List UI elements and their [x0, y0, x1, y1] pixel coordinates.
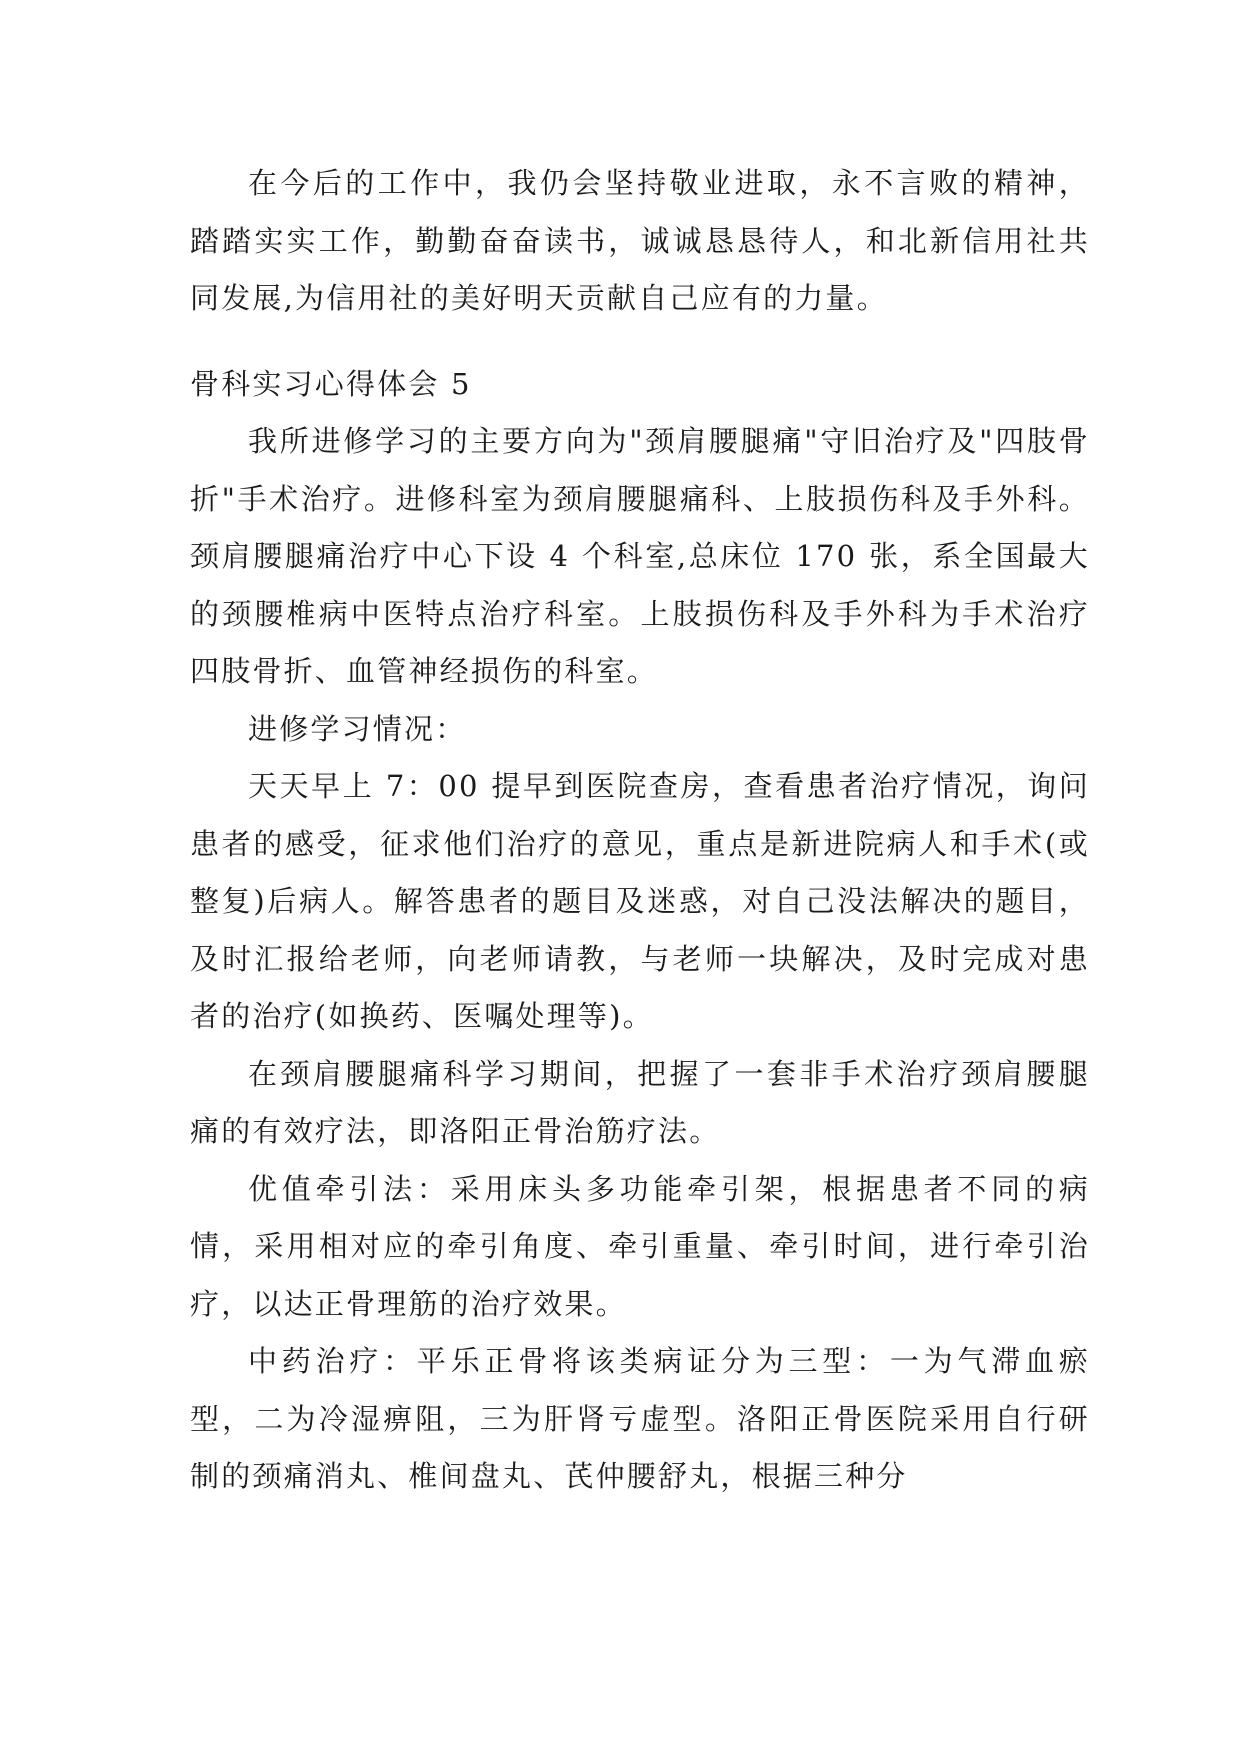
body-paragraph: 我所进修学习的主要方向为"颈肩腰腿痛"守旧治疗及"四肢骨折"手术治疗。进修科室为颈肩腰腿痛科、上肢损伤科及手外科。颈肩腰腿痛治疗中心下设 4 个科室,总床位 170 张，系全国最大的颈腰椎病中医特点治疗科室。上肢损伤科及手外科为手术治疗四肢骨折、血管神经损伤的科室。	[190, 424, 1090, 688]
body-paragraph: 天天早上 7：00 提早到医院查房，查看患者治疗情况，询问患者的感受，征求他们治疗的意见，重点是新进院病人和手术(或整复)后病人。解答患者的题目及迷惑，对自己没法解决的题目，及时汇报给老师，向老师请教，与老师一块解决，及时完成对患者的治疗(如换药、医嘱处理等)。	[190, 769, 1090, 1033]
body-paragraph: 优值牵引法：采用床头多功能牵引架，根据患者不同的病情，采用相对应的牵引角度、牵引重量、牵引时间，进行牵引治疗，以达正骨理筋的治疗效果。	[190, 1171, 1090, 1321]
body-paragraph: 中药治疗：平乐正骨将该类病证分为三型：一为气滞血瘀型，二为冷湿痹阻，三为肝肾亏虚型。洛阳正骨医院采用自行研制的颈痛消丸、椎间盘丸、芪仲腰舒丸，根据三种分	[190, 1344, 1090, 1493]
section-heading: 骨科实习心得体会 5	[190, 366, 472, 401]
intro-paragraph: 在今后的工作中，我仍会坚持敬业进取，永不言败的精神，踏踏实实工作，勤勤奋奋读书，诚诚恳恳待人，和北新信用社共同发展,为信用社的美好明天贡献自己应有的力量。	[190, 166, 1090, 315]
document-body	[190, 155, 1090, 1506]
body-paragraph: 进修学习情况：	[248, 711, 467, 746]
body-paragraph: 在颈肩腰腿痛科学习期间，把握了一套非手术治疗颈肩腰腿痛的有效疗法，即洛阳正骨治筋疗法。	[190, 1056, 1090, 1148]
